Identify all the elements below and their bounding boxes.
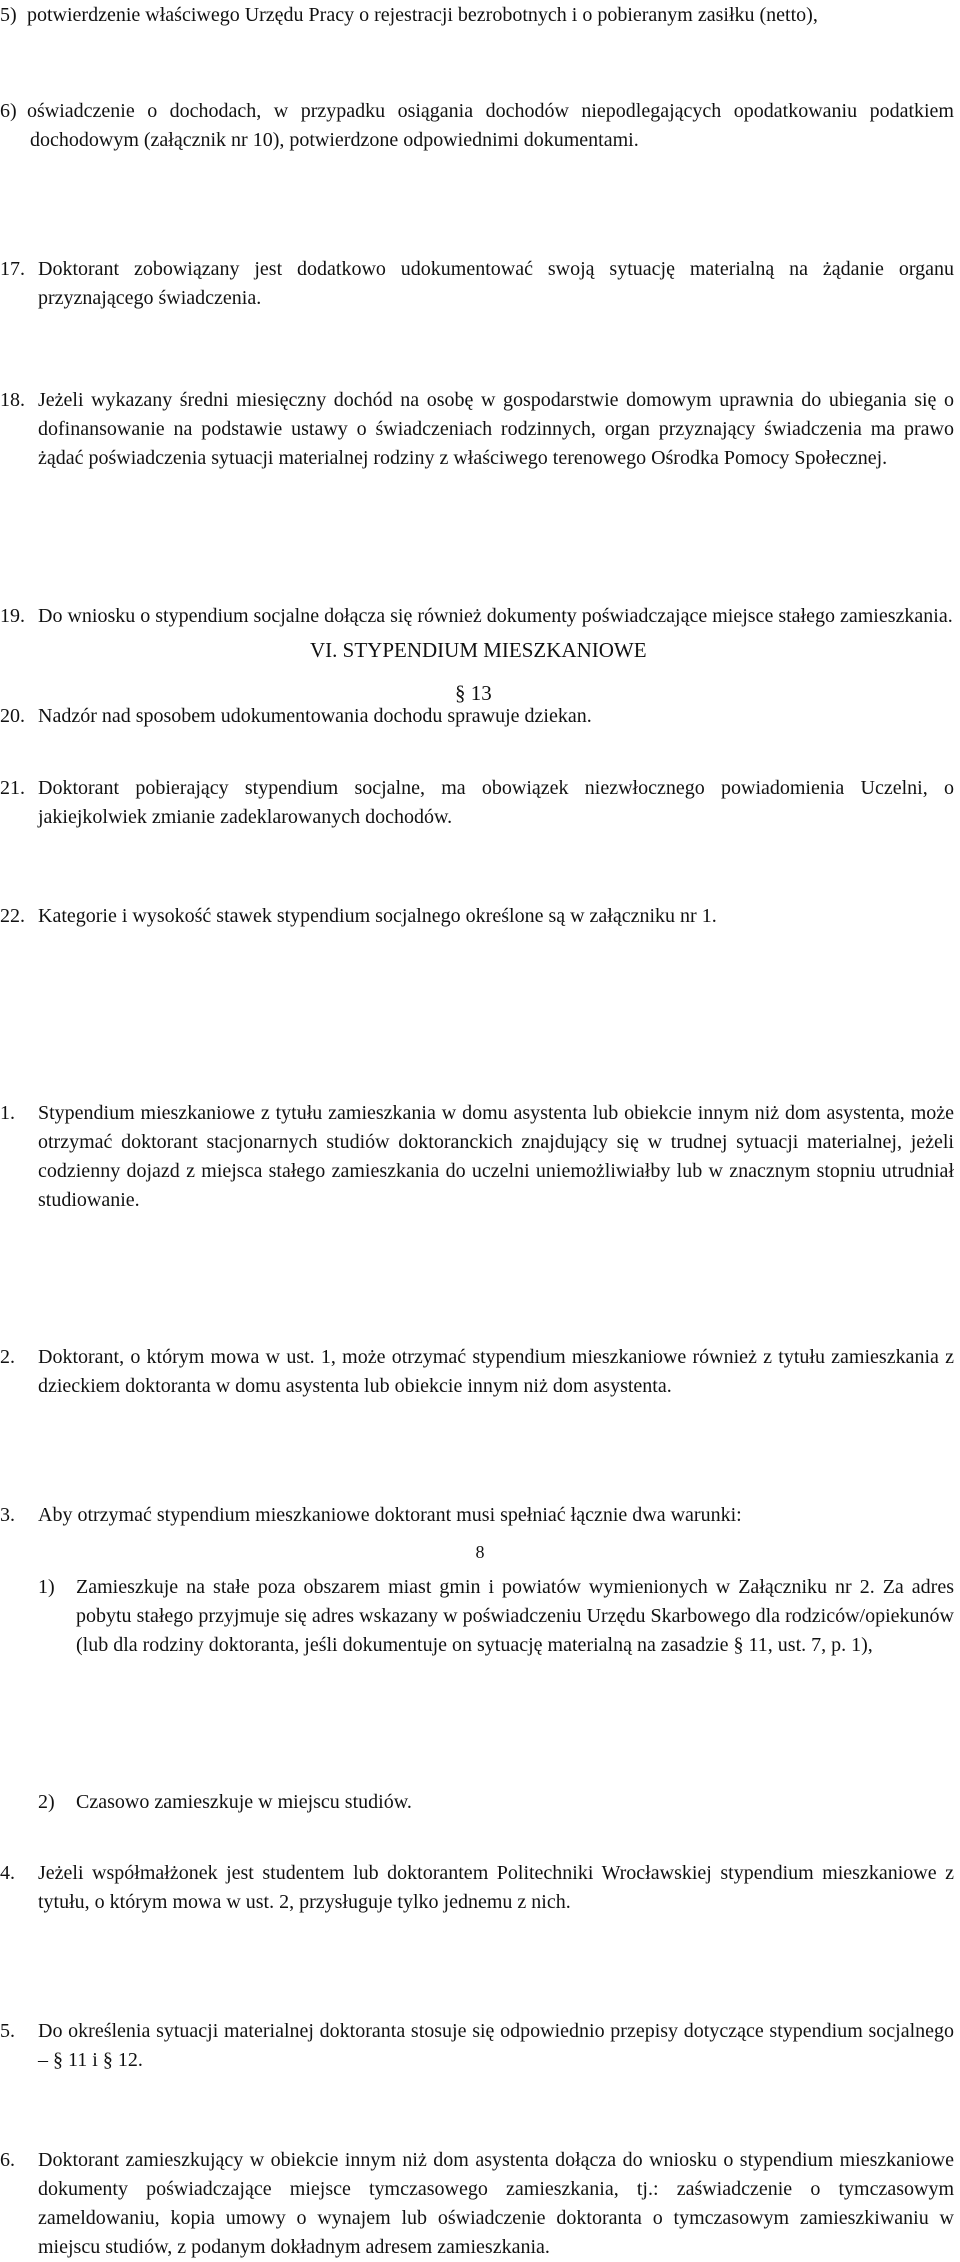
point-number: 4.	[0, 1862, 15, 1884]
point-number: 3.	[0, 1504, 15, 1526]
numbered-point	[0, 255, 960, 313]
point-number: 1.	[0, 1102, 15, 1124]
list-item-number: 6)	[0, 100, 17, 122]
point-text: Doktorant pobierający stypendium socjalne, ma obowiązek niezwłocznego powiadomienia Uczelni, o jakiejkolwiek zmianie zadeklarowanych dochodów.	[38, 777, 954, 828]
point-text: Do wniosku o stypendium socjalne dołącza się również dokumenty poświadczające miejsce stałego zamieszkania.	[38, 605, 953, 627]
section-point	[0, 1501, 960, 1530]
list-item-number: 5)	[0, 4, 17, 26]
numbered-point	[0, 902, 960, 931]
condition-text: Zamieszkuje na stałe poza obszarem miast gmin i powiatów wymienionych w Załączniku nr 2. Za adres pobytu stałego przyjmuje się adres wskazany w poświadczeniu Urzędu Skarbowego dla rodziców/opiekunów (lub dla rodziny doktoranta, jeśli dokumentuje on sytuację materialną na zasadzie § 11, ust. 7, p. 1),	[76, 1576, 954, 1656]
paragraph-mark: § 13	[455, 681, 492, 705]
condition-item	[0, 1573, 960, 1660]
point-text: Doktorant zobowiązany jest dodatkowo udokumentować swoją sytuację materialną na żądanie organu przyznającego świadczenia.	[38, 258, 954, 309]
section-point	[0, 1343, 960, 1401]
section-heading: VI. STYPENDIUM MIESZKANIOWE	[310, 638, 647, 662]
section-point	[0, 2146, 960, 2262]
point-number: 2.	[0, 1346, 15, 1368]
list-item-text: potwierdzenie właściwego Urzędu Pracy o rejestracji bezrobotnych i o pobieranym zasiłku (netto),	[27, 4, 818, 26]
numbered-point	[0, 602, 960, 631]
point-text: Doktorant zamieszkujący w obiekcie innym niż dom asystenta dołącza do wniosku o stypendium mieszkaniowe dokumenty poświadczające miejsce tymczasowego zamieszkania, tj.: zaświadczenie o tymczasowym zameldowaniu, kopia umowy o wynajem lub oświadczenie doktoranta o tymczasowym zamieszkiwaniu w miejscu studiów, z podanym dokładnym adresem zamieszkania.	[38, 2149, 954, 2258]
list-item	[0, 1, 960, 30]
point-text: Stypendium mieszkaniowe z tytułu zamieszkania w domu asystenta lub obiekcie innym niż dom asystenta, może otrzymać doktorant stacjonarnych studiów doktoranckich znajdujący się w trudnej sytuacji materialnej, jeżeli codzienny dojazd z miejsca stałego zamieszkania do uczelni uniemożliwiałby lub w znacznym stopniu utrudniał studiowanie.	[38, 1102, 954, 1211]
condition-text: Czasowo zamieszkuje w miejscu studiów.	[76, 1791, 412, 1813]
point-number: 20.	[0, 705, 25, 727]
point-text: Doktorant, o którym mowa w ust. 1, może otrzymać stypendium mieszkaniowe również z tytułu zamieszkania z dzieckiem doktoranta w domu asystenta lub obiekcie innym niż dom asystenta.	[38, 1346, 954, 1397]
point-number: 22.	[0, 905, 25, 927]
condition-number: 1)	[38, 1576, 55, 1598]
numbered-point	[0, 774, 960, 832]
section-point	[0, 2017, 960, 2075]
point-text: Nadzór nad sposobem udokumentowania dochodu sprawuje dziekan.	[38, 705, 592, 727]
point-number: 5.	[0, 2020, 15, 2042]
page-number: 8	[475, 1542, 485, 1562]
section-point	[0, 1099, 960, 1215]
list-item-text: oświadczenie o dochodach, w przypadku osiągania dochodów niepodlegających opodatkowaniu podatkiem dochodowym (załącznik nr 10), potwierdzone odpowiednimi dokumentami.	[27, 100, 954, 151]
numbered-point	[0, 386, 960, 473]
condition-number: 2)	[38, 1791, 55, 1813]
point-number: 21.	[0, 777, 25, 799]
point-number: 18.	[0, 389, 25, 411]
point-number: 17.	[0, 258, 25, 280]
point-text: Aby otrzymać stypendium mieszkaniowe doktorant musi spełniać łącznie dwa warunki:	[38, 1504, 742, 1526]
point-number: 6.	[0, 2149, 15, 2171]
list-item	[0, 97, 960, 155]
point-number: 19.	[0, 605, 25, 627]
point-text: Jeżeli współmałżonek jest studentem lub doktorantem Politechniki Wrocławskiej stypendium mieszkaniowe z tytułu, o którym mowa w ust. 2, przysługuje tylko jednemu z nich.	[38, 1862, 954, 1913]
point-text: Do określenia sytuacji materialnej doktoranta stosuje się odpowiednio przepisy dotyczące stypendium socjalnego – § 11 i § 12.	[38, 2020, 954, 2071]
condition-item	[0, 1788, 960, 1817]
point-text: Jeżeli wykazany średni miesięczny dochód na osobę w gospodarstwie domowym uprawnia do ubiegania się o dofinansowanie na podstawie ustawy o świadczeniach rodzinnych, organ przyznający świadczenia ma prawo żądać poświadczenia sytuacji materialnej rodziny z właściwego terenowego Ośrodka Pomocy Społecznej.	[38, 389, 954, 469]
point-text: Kategorie i wysokość stawek stypendium socjalnego określone są w załączniku nr 1.	[38, 905, 717, 927]
section-point	[0, 1859, 960, 1917]
